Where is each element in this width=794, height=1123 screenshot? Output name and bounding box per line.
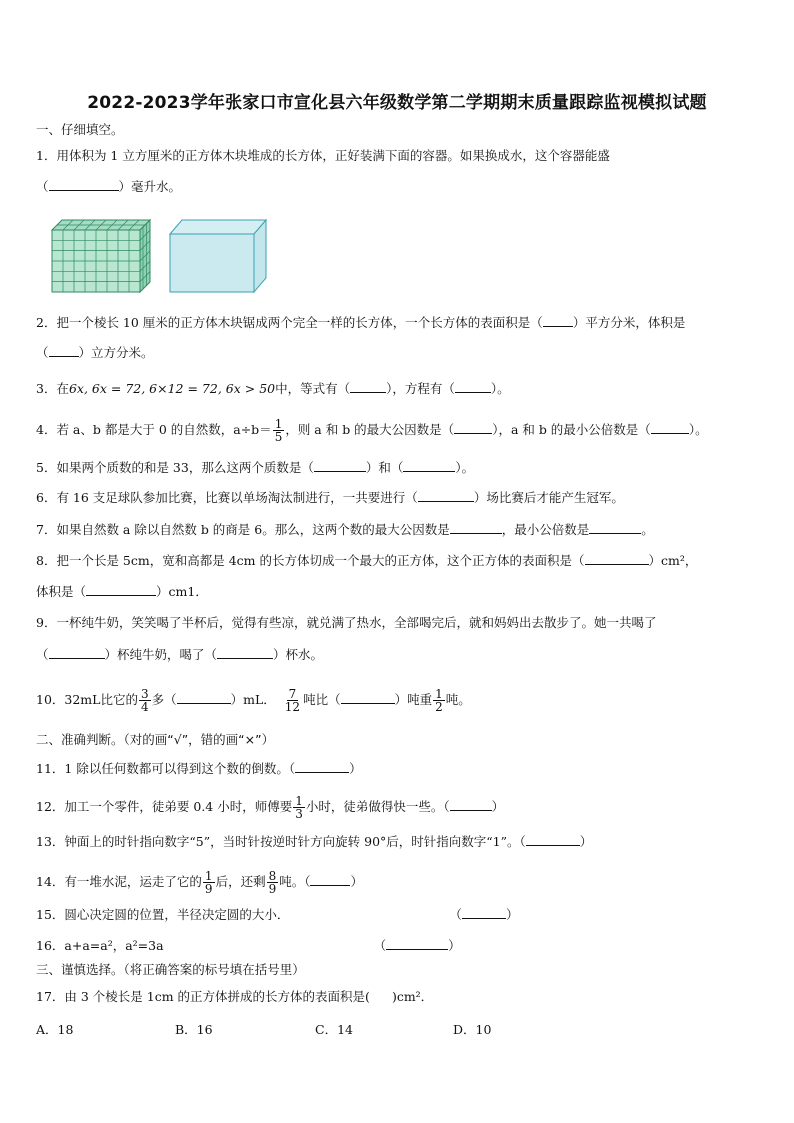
question-13: 13．钟面上的时针指向数字“5”，当时针按逆时针方向旋转 90°后，时针指向数字“1”。（ ） [36,834,593,849]
question-4: 4．若 a、b 都是大于 0 的自然数，a÷b＝ $\frac{1}{5}$ ，则 a 和 b 的最大公因数是（ ），a 和 b 的最小公倍数是（ ）。 [36,417,708,444]
answer-blank[interactable] [589,521,641,534]
answer-blank[interactable] [49,344,79,357]
math-expression: 6x, 6x = 72, 6×12 = 72, 6x > 50 [68,381,276,396]
fraction: $\frac{1}{3}$ [295,794,303,821]
answer-blank[interactable] [454,421,492,434]
fraction: $\frac{1}{9}$ [204,869,213,896]
option-d[interactable]: D．10 [453,1022,492,1037]
question-3: 3．在6x, 6x = 72, 6×12 = 72, 6x > 50中，等式有（ ），方程有（ ）。 [36,381,510,396]
fraction: $\frac{7}{12}$ [284,687,301,714]
fraction: $\frac{8}{9}$ [268,869,277,896]
question-2-line-1: 2．把一个棱长 10 厘米的正方体木块锯成两个完全一样的长方体，一个长方体的表面积是（ ）平方分米，体积是 [36,315,686,330]
answer-blank[interactable] [418,489,474,502]
question-1-line-1: 1．用体积为 1 立方厘米的正方体木块堆成的长方体，正好装满下面的容器。如果换成水，这个容器能盛 [36,148,610,163]
question-1-line-2: （ ）毫升水。 [36,179,182,194]
question-1-figure [48,218,278,296]
answer-blank[interactable] [341,691,395,704]
answer-blank[interactable] [310,873,350,886]
container-figure [170,220,266,292]
answer-blank[interactable] [543,314,573,327]
fraction: $\frac{1}{5}$ [274,417,283,444]
answer-blank[interactable] [455,380,491,393]
answer-blank[interactable] [86,583,156,596]
answer-blank[interactable] [526,833,580,846]
question-9-line-1: 9．一杯纯牛奶，笑笑喝了半杯后，觉得有些凉，就兑满了热水，全部喝完后，就和妈妈出去散步了。她一共喝了 [36,615,657,630]
answer-blank[interactable] [49,178,119,191]
fraction: $\frac{1}{2}$ [435,687,443,714]
option-b[interactable]: B．16 [175,1022,213,1037]
question-2-line-2: （ ）立方分米。 [36,345,154,360]
question-15: 15．圆心决定圆的位置，半径决定圆的大小． （ ） [36,907,519,922]
question-10: 10．32mL比它的 $\frac{3}{4}$ 多（ ）mL． $\frac{7}{12}$ 吨比（ ）吨重 $\frac{1}{2}$ 吨。 [36,687,471,714]
option-a[interactable]: A．18 [36,1022,74,1037]
answer-blank[interactable] [314,459,366,472]
answer-blank[interactable] [386,937,448,950]
cube-stack-figure [52,220,150,292]
answer-blank[interactable] [651,421,689,434]
answer-blank[interactable] [49,646,105,659]
fraction: $\frac{3}{4}$ [140,687,149,714]
answer-blank[interactable] [403,459,455,472]
section-2-heading: 二、准确判断。（对的画“√”，错的画“×”） [36,732,275,747]
answer-blank[interactable] [350,380,386,393]
question-16: 16．a+a=a²，a²=3a （ ） [36,938,461,953]
question-9-line-2: （ ）杯纯牛奶，喝了（ ）杯水。 [36,647,324,662]
answer-blank[interactable] [585,552,649,565]
answer-blank[interactable] [177,691,231,704]
page-title: 2022-2023学年张家口市宣化县六年级数学第二学期期末质量跟踪监视模拟试题 [87,93,707,113]
question-8-line-1: 8．把一个长是 5cm，宽和高都是 4cm 的长方体切成一个最大的正方体，这个正方体的表面积是（ ）cm²， [36,553,698,568]
question-7: 7．如果自然数 a 除以自然数 b 的商是 6。那么，这两个数的最大公因数是 ，最小公倍数是 。 [36,522,654,537]
answer-blank[interactable] [217,646,273,659]
answer-blank[interactable] [450,521,502,534]
question-12: 12．加工一个零件，徒弟要 0.4 小时，师傅要 $\frac{1}{3}$ 小时，徒弟做得快一些。（ ） [36,794,505,821]
section-3-heading: 三、谨慎选择。（将正确答案的标号填在括号里） [36,962,305,977]
question-14: 14．有一堆水泥，运走了它的 $\frac{1}{9}$ 后，还剩 $\frac{8}{9}$ 吨。（ ） [36,869,363,896]
question-8-line-2: 体积是（ ）cm1． [36,584,208,599]
answer-blank[interactable] [462,906,506,919]
question-11: 11．1 除以任何数都可以得到这个数的倒数。（ ） [36,761,362,776]
question-17: 17．由 3 个棱长是 1cm 的正方体拼成的长方体的表面积是( )cm²． [36,989,434,1004]
section-1-heading: 一、仔细填空。 [36,122,124,137]
question-5: 5．如果两个质数的和是 33，那么这两个质数是（ ）和（ ）。 [36,460,475,475]
question-6: 6．有 16 支足球队参加比赛，比赛以单场淘汰制进行，一共要进行（ ）场比赛后才能产生冠军。 [36,490,624,505]
option-c[interactable]: C．14 [315,1022,353,1037]
answer-blank[interactable] [295,760,349,773]
answer-blank[interactable] [450,798,492,811]
